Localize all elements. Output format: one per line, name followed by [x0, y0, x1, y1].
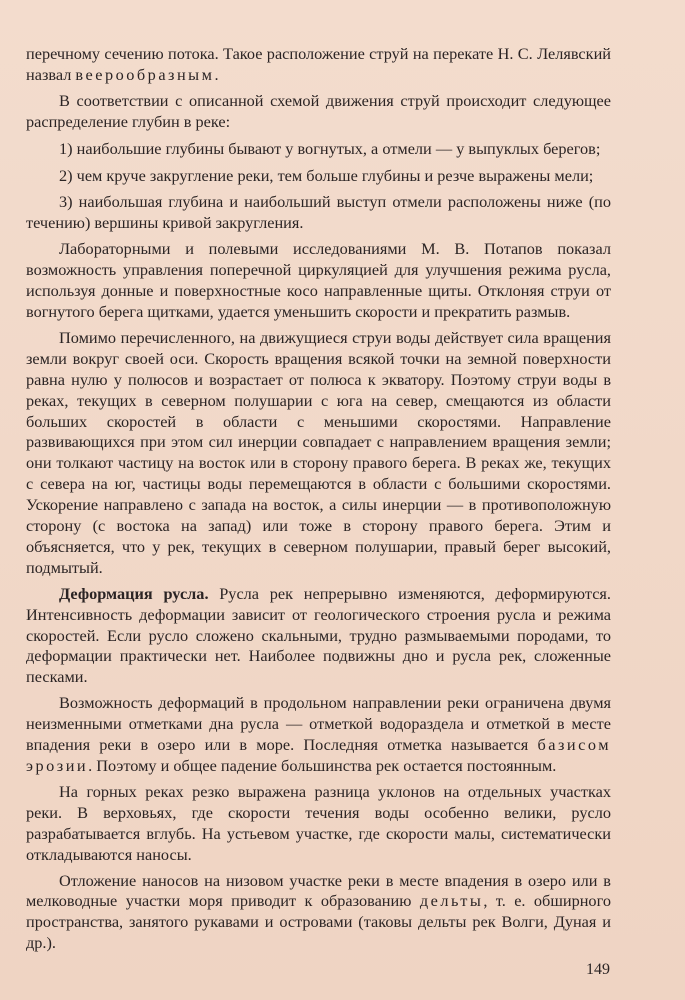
paragraph-mountain-rivers: На горных реках резко выражена разница уклонов на отдельных участках реки. В верховьях, где скорости течения воды особенно велики, русло разрабатывается вглубь. На устьевом участке, где скорости малы, систематически откладываются наносы.	[26, 781, 611, 864]
term-fan-shaped: веерообразным	[75, 64, 215, 84]
paragraph-potapov: Лабораторными и полевыми исследованиями М. В. Потапов показал возможность управления поперечной циркуляцией для улучшения режима русла, используя донные и поверхностные косо направленные щиты. Отклоняя струи от вогнутого берега щитками, удается уменьшить скорости и прекратить размыв.	[26, 239, 611, 321]
list-item-1: 1) наибольшие глубины бывают у вогнутых, а отмели — у выпуклых берегов;	[59, 138, 601, 158]
text-run: .	[214, 64, 219, 84]
paragraph-delta	[26, 871, 611, 955]
term-erosion-base: базисом эрозии	[26, 735, 611, 775]
section-heading: Деформация русла.	[59, 583, 209, 603]
text-run: Русла рек непрерывно изменяются, деформируются. Интенсивность деформации зависит от геологического строения русла и режима скоростей. Если русло сложено скальными, трудно размываемыми породами, то деформации практически нет. Наиболее подвижны дно и русла рек, сложенные песками.	[26, 583, 611, 687]
text-run: Возможность деформаций в продольном направлении реки ограничена двумя неизменными отметками дна русла — отметкой водораздела и отметкой в месте впадения реки в озеро или в море. Последняя отметка называется	[26, 693, 611, 755]
text-run: Отложение наносов на низовом участке реки в месте впадения в озеро или в мелководные участки моря приводит к образованию	[26, 870, 611, 911]
text-run: перечному сечению потока. Такое расположение струй на перекате Н. С. Лелявский назвал	[26, 44, 611, 84]
paragraph-continuation	[26, 44, 611, 86]
text-run: . Поэтому и общее падение большинства рек остается постоянным.	[88, 756, 557, 775]
paragraph-erosion-base	[26, 693, 611, 777]
list-item-3: 3) наибольшая глубина и наибольший выступ отмели расположены ниже (по течению) вершины кривой закругления.	[26, 192, 611, 233]
page-number: 149	[586, 961, 610, 978]
paragraph-earth-rotation: Помимо перечисленного, на движущиеся струи воды действует сила вращения земли вокруг своей оси. Скорость вращения всякой точки на земной поверхности равна нулю у полюсов и возрастает от полюса к экватору. Поэтому струи воды в реках, текущих в северном полушарии с юга на север, смещаются из области больших скоростей в области с меньшими скоростями. Направление развивающихся при этом сил инерции совпадает с направлением вращения земли; они толкают частицу на восток или в сторону правого берега. В реках же, текущих с севера на юг, частицы воды перемещаются в области с большими скоростями. Ускорение направлено с запада на восток, а силы инерции — в противоположную сторону (с востока на запад) или тоже в сторону правого берега. Этим и объясняется, что у рек, текущих в северном полушарии, правый берег высокий, подмытый.	[26, 327, 611, 577]
text-run: , т. е. обширного пространства, занятого рукавами и островами (таковы дельты рек Волги, Дуная и др.).	[26, 891, 611, 953]
paragraph-channel-deformation	[26, 584, 611, 689]
list-item-2: 2) чем круче закругление реки, тем больше глубины и резче выражены мели;	[59, 165, 594, 185]
term-delta: дельты	[419, 891, 484, 911]
paragraph-depth-distribution: В соответствии с описанной схемой движения струй происходит следующее распределение глубин в реке:	[26, 90, 611, 131]
